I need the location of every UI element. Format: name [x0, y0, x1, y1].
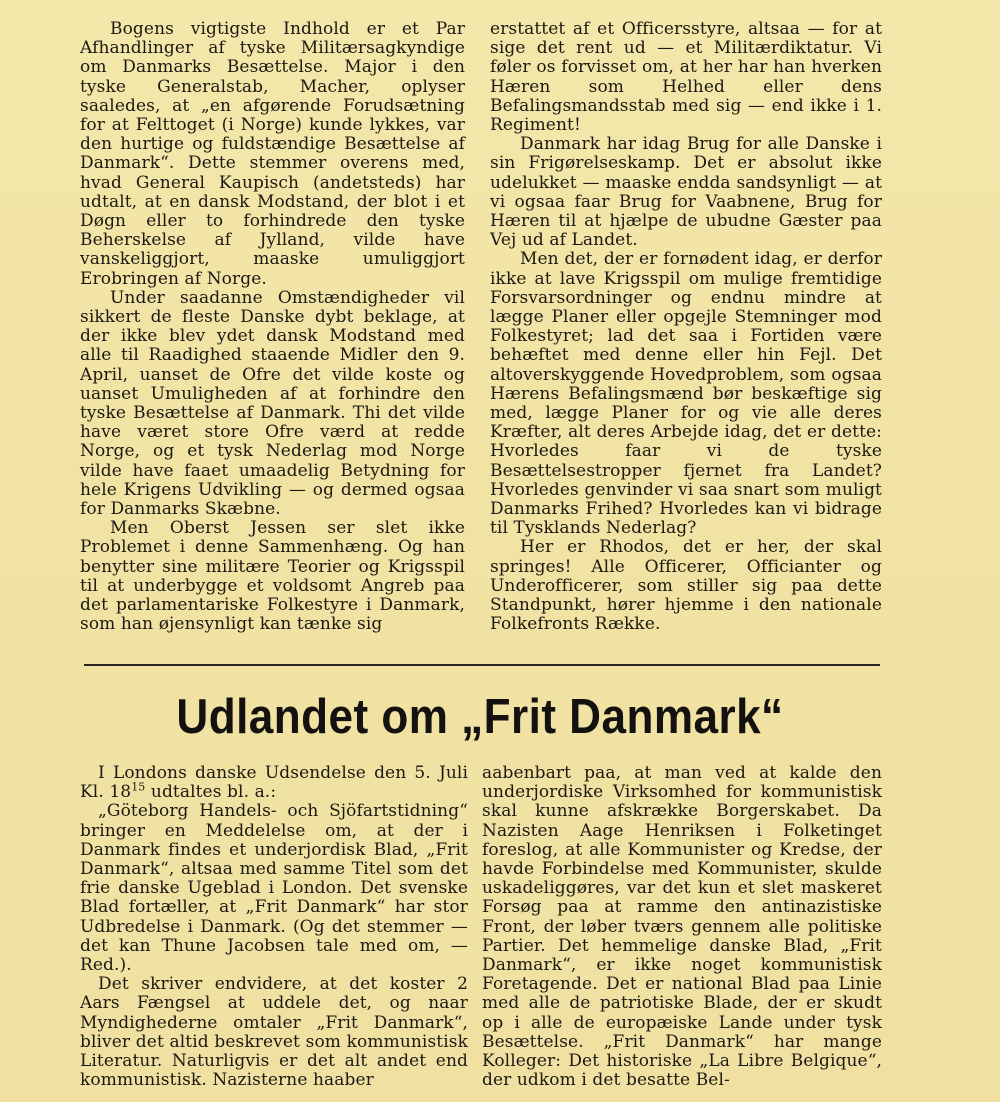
paragraph: Bogens vigtigste Indhold er et Par Afhandlinger af tyske Militærsagkyndige om Danmarks Besættelse. Major i den tyske Generalstab, Macher, oplyser saaledes, at „en afgørende Forudsætning for at Felttoget (i Norge) kunde lykkes, var den hurtige og fuldstændige Besættelse af Danmark“. Dette stemmer overens med, hvad General Kaupisch (andetsteds) har udtalt, at en dansk Modstand, der blot i et Døgn eller to forhindrede den tyske Beherskelse af Jylland, vilde have vanskeliggjort, maaske umuliggjort Erobringen af Norge. [80, 19, 465, 289]
time-superscript: 15 [131, 780, 146, 794]
article1-column-1 [80, 20, 465, 635]
article1-column-2 [490, 20, 882, 635]
paragraph: aabenbart paa, at man ved at kalde den underjordiske Virksomhed for kommunistisk skal kunne afskrække Borgerskabet. Da Nazisten Aage Henriksen i Folketinget foreslog, at alle Kommunister og Kredse, der havde Forbindelse med Kommunister, skulde uskadeliggøres, var det kun et slet maskeret Forsøg paa at ramme den antinazistiske Front, der løber tværs gennem alle politiske Partier. Det hemmelige danske Blad, „Frit Danmark“, er ikke noget kommunistisk Foretagende. Det er national Blad paa Linie med alle de patriotiske Blade, der er skudt op i alle de europæiske Lande under tysk Besættelse. „Frit Danmark“ har mange Kolleger: Det historiske „La Libre Belgique“, der udkom i det besatte Bel- [482, 763, 882, 1091]
paragraph: Men det, der er fornødent idag, er derfor ikke at lave Krigsspil om mulige fremtidige Forsvarsordninger og endnu mindre at lægge Planer eller opgejle Stemninger mod Folkestyret; lad det saa i Fortiden være behæftet med denne eller hin Fejl. Det altoverskyggende Hovedproblem, som ogsaa Hærens Befalingsmænd bør beskæftige sig med, lægge Planer for og vie alle deres Kræfter, alt deres Arbejde idag, det er dette: Hvorledes faar vi de tyske Besættelsestropper fjernet fra Landet? Hvorledes genvinder vi saa snart som muligt Danmarks Frihed? Hvorledes kan vi bidrage til Tysklands Nederlag? [490, 249, 882, 539]
intro-text-end: udtaltes bl. a.: [145, 782, 277, 803]
article-headline: Udlandet om „Frit Danmark“ [176, 690, 784, 744]
paragraph: „Göteborg Handels- och Sjöfartstidning“ bringer en Meddelelse om, at der i Danmark findes et underjordisk Blad, „Frit Danmark“, altsaa med samme Titel som det frie danske Ugeblad i London. Det svenske Blad fortæller, at „Frit Danmark“ har stor Udbredelse i Danmark. (Og det stemmer — det kan Thune Jacobsen tale med om, — Red.). [80, 801, 468, 976]
paragraph: Her er Rhodos, det er her, der skal springes! Alle Officerer, Officianter og Underofficerer, som stiller sig paa dette Standpunkt, hører hjemme i den nationale Folkefronts Række. [490, 537, 882, 635]
paragraph: Men Oberst Jessen ser slet ikke Problemet i denne Sammenhæng. Og han benytter sine militære Teorier og Krigsspil til at underbygge et voldsomt Angreb paa det parlamentariske Folkestyre i Danmark, som han øjensynligt kan tænke sig [80, 518, 465, 635]
article2-column-1 [80, 764, 468, 1090]
section-divider [84, 664, 880, 666]
paragraph: Danmark har idag Brug for alle Danske i sin Frigørelseskamp. Det er absolut ikke udelukket — maaske endda sandsynligt — at vi ogsaa faar Brug for Vaabnene, Brug for Hæren til at hjælpe de ubudne Gæster paa Vej ud af Landet. [490, 134, 882, 251]
paragraph: erstattet af et Officersstyre, altsaa — for at sige det rent ud — et Militærdiktatur. Vi føler os forvisset om, at her har han hverken Hæren som Helhed eller dens Befalingsmandsstab med sig — end ikke i 1. Regiment! [490, 19, 882, 136]
paragraph: Under saadanne Omstændigheder vil sikkert de fleste Danske dybt beklage, at der ikke blev ydet dansk Modstand med alle til Raadighed staaende Midler den 9. April, uanset de Ofre det vilde koste og uanset Umuligheden af at forhindre den tyske Besættelse af Danmark. Thi det vilde have været store Ofre værd at redde Norge, og et tysk Nederlag mod Norge vilde have faaet umaadelig Betydning for hele Krigens Udvikling — og dermed ogsaa for Danmarks Skæbne. [80, 287, 465, 520]
intro-paragraph [80, 764, 468, 802]
intro-text: I Londons danske Udsendelse den 5. Juli Kl. 18 [80, 763, 468, 803]
article2-column-2 [482, 764, 882, 1090]
paragraph: Det skriver endvidere, at det koster 2 Aars Fængsel at uddele det, og naar Myndighederne omtaler „Frit Danmark“, bliver det altid beskrevet som kommunistisk Literatur. Naturligvis er det alt andet end kommunistisk. Nazisterne haaber [80, 974, 468, 1091]
